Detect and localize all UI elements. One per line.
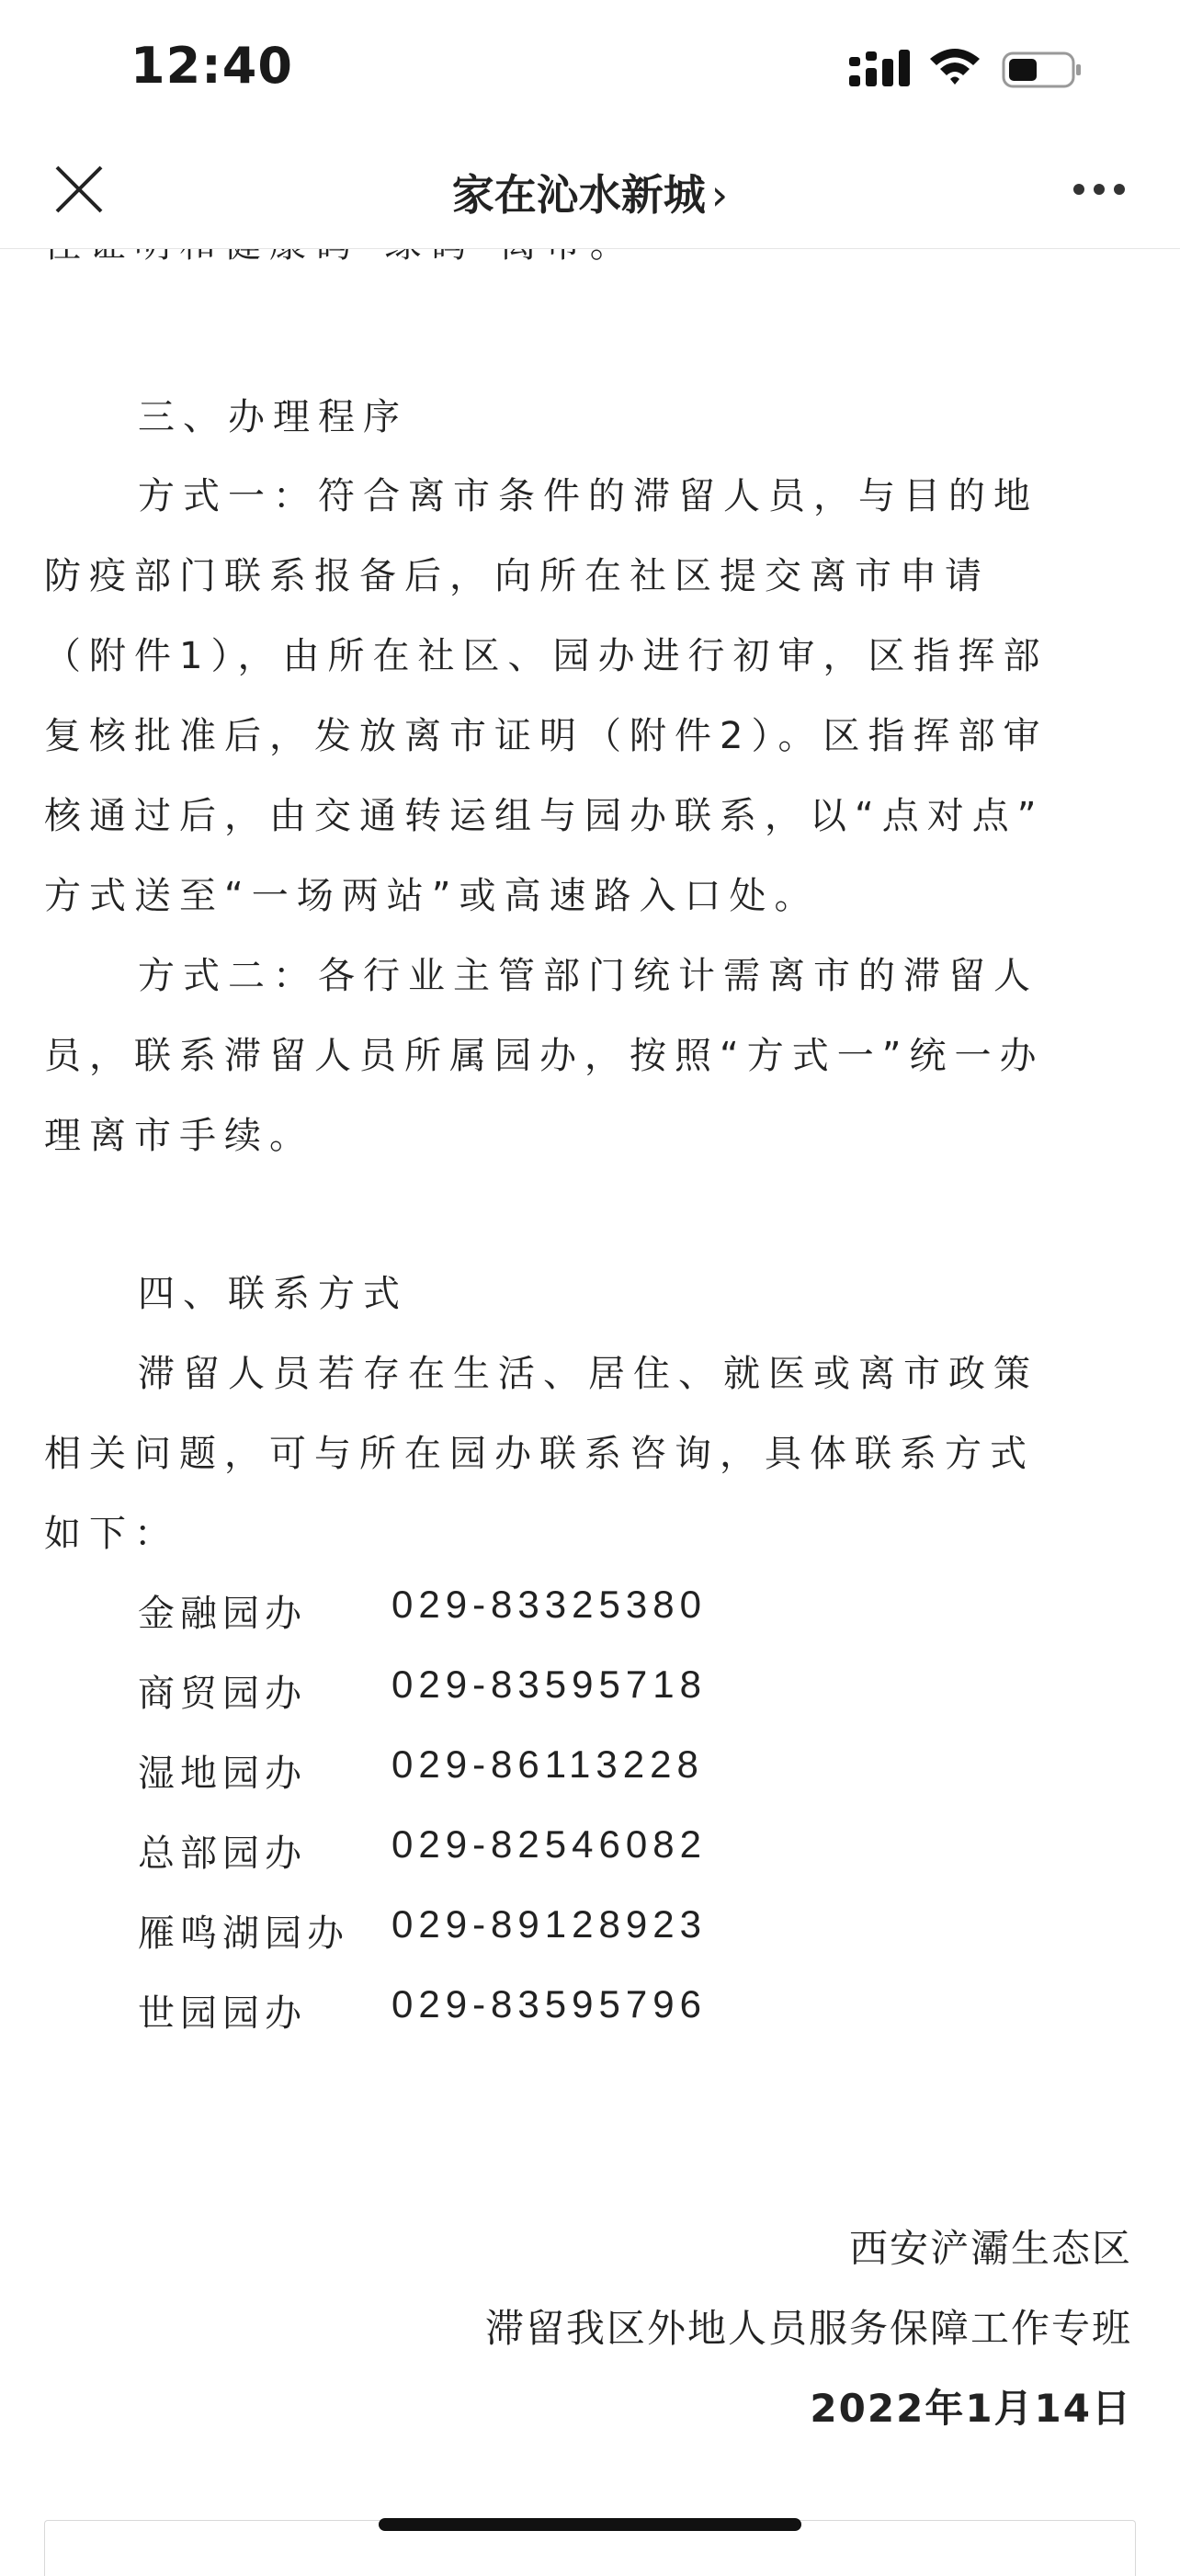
contact-name: 雁鸣湖园办 — [138, 1912, 349, 1955]
contact-phone: 029-82546082 — [391, 1822, 707, 1866]
contact-phone: 029-83325380 — [391, 1583, 707, 1626]
home-indicator[interactable] — [379, 2518, 801, 2531]
contact-name: 总部园办 — [138, 1833, 307, 1875]
wifi-icon — [926, 44, 983, 88]
account-title-link[interactable] — [0, 162, 1180, 222]
article-text-line: 理离市手续。 — [44, 1115, 314, 1157]
contact-phone: 029-89128923 — [391, 1902, 707, 1946]
contact-phone: 029-83595796 — [391, 1982, 707, 2026]
status-time: 12:40 — [130, 37, 293, 95]
article-text-line: 相关问题，可与所在园办联系咨询，具体联系方式 — [44, 1433, 1035, 1475]
article-text-line: 方式一：符合离市条件的滞留人员，与目的地 — [138, 475, 1038, 517]
contact-name: 湿地园办 — [138, 1753, 307, 1795]
article-text-line: 员，联系滞留人员所属园办，按照“方式一”统一办 — [44, 1035, 1045, 1077]
more-options-button[interactable] — [1073, 184, 1129, 199]
account-name: 家在沁水新城 — [451, 170, 706, 220]
cellular-signal-icon — [847, 48, 912, 90]
chevron-right-icon: › — [710, 170, 729, 220]
signature-org: 西安浐灞生态区 — [848, 2226, 1132, 2271]
contact-phone: 029-86113228 — [391, 1742, 704, 1786]
article-text-line: 防疫部门联系报备后，向所在社区提交离市申请 — [44, 555, 990, 597]
article-body — [0, 230, 1180, 2553]
contact-name: 金融园办 — [138, 1593, 307, 1635]
section-heading: 三、办理程序 — [138, 396, 408, 438]
signature-team: 滞留我区外地人员服务保障工作专班 — [484, 2306, 1132, 2351]
contact-name: 商贸园办 — [138, 1673, 307, 1715]
more-dot-icon — [1094, 184, 1105, 195]
status-bar — [0, 0, 1180, 138]
section-heading: 四、联系方式 — [138, 1273, 408, 1315]
article-text-line: 方式二：各行业主管部门统计需离市的滞留人 — [138, 955, 1038, 997]
nav-bar — [0, 138, 1180, 249]
article-text-line: 复核批准后，发放离市证明（附件2）。区指挥部审 — [44, 715, 1049, 757]
article-text-line: 如下： — [44, 1513, 179, 1555]
article-text-line: （附件1），由所在社区、园办进行初审，区指挥部 — [44, 635, 1049, 677]
article-text-line: 滞留人员若存在生活、居住、就医或离市政策 — [138, 1353, 1038, 1395]
signature-date: 2022年1月14日 — [810, 2386, 1132, 2431]
article-text-line: 方式送至“一场两站”或高速路入口处。 — [44, 875, 820, 917]
battery-icon — [1002, 51, 1083, 88]
article-text-line: 核通过后，由交通转运组与园办联系，以“点对点” — [44, 795, 1045, 837]
contact-phone: 029-83595718 — [391, 1662, 707, 1706]
contact-name: 世园园办 — [138, 1992, 307, 2035]
more-dot-icon — [1114, 184, 1125, 195]
more-dot-icon — [1073, 184, 1084, 195]
